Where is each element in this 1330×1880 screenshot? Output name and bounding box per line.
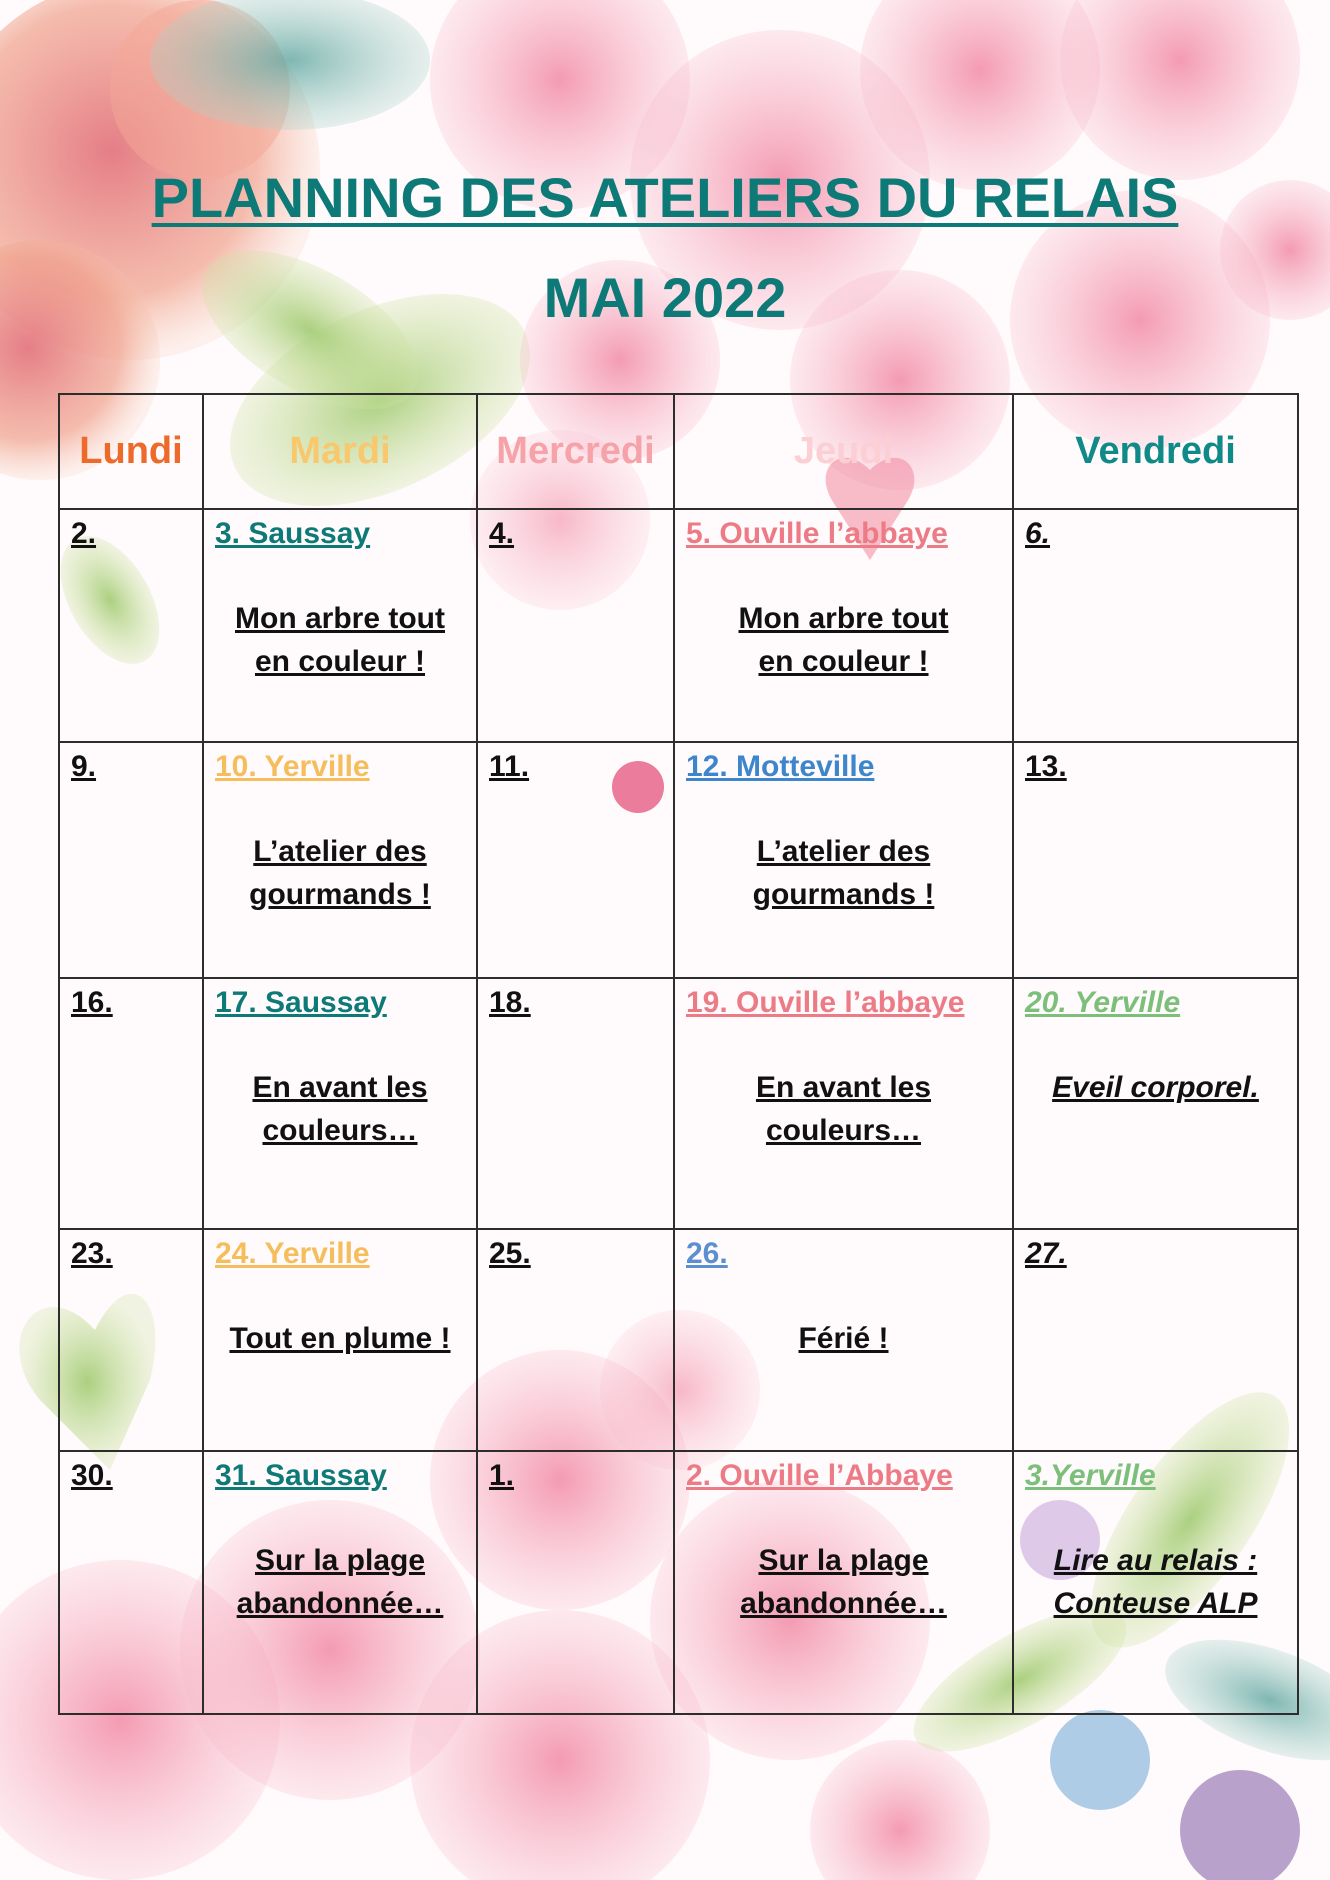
day-cell <box>203 509 477 742</box>
header-mardi: Mardi <box>203 394 477 509</box>
day-cell <box>203 1229 477 1451</box>
day-date: 12. Motteville <box>686 750 875 783</box>
activity-title: L’atelier des gourmands ! <box>752 835 935 911</box>
day-date: 13. <box>1025 750 1067 783</box>
activity-title: L’atelier des gourmands ! <box>249 835 431 911</box>
activity-title: Mon arbre tout en couleur ! <box>738 602 949 678</box>
workshop-calendar <box>58 393 1299 1715</box>
day-cell <box>1013 1229 1298 1451</box>
day-cell <box>674 509 1013 742</box>
weekday-header-row <box>59 394 1298 509</box>
day-cell <box>477 978 674 1229</box>
day-cell <box>59 1451 203 1714</box>
day-date: 20. Yerville <box>1025 986 1181 1019</box>
activity-title: Férié ! <box>798 1322 889 1355</box>
week-row <box>59 509 1298 742</box>
week-row <box>59 1229 1298 1451</box>
week-row <box>59 978 1298 1229</box>
activity-title: Tout en plume ! <box>229 1322 451 1355</box>
activity-title: En avant les couleurs… <box>755 1071 932 1147</box>
day-date: 30. <box>71 1459 113 1492</box>
day-date: 6. <box>1025 517 1051 550</box>
day-cell <box>203 978 477 1229</box>
week-row <box>59 1451 1298 1714</box>
day-cell <box>477 509 674 742</box>
day-date: 3. Saussay <box>215 517 371 550</box>
day-cell <box>1013 509 1298 742</box>
day-cell <box>59 742 203 978</box>
day-date: 31. Saussay <box>215 1459 387 1492</box>
week-row <box>59 742 1298 978</box>
day-cell <box>59 509 203 742</box>
activity-title: Lire au relais : Conteuse ALP <box>1053 1544 1258 1620</box>
day-cell <box>674 978 1013 1229</box>
day-cell <box>203 1451 477 1714</box>
day-cell <box>203 742 477 978</box>
day-date: 24. Yerville <box>215 1237 370 1270</box>
day-cell <box>477 1229 674 1451</box>
day-date: 4. <box>489 517 515 550</box>
day-cell <box>477 1451 674 1714</box>
day-cell <box>1013 1451 1298 1714</box>
activity-title: Mon arbre tout en couleur ! <box>235 602 445 678</box>
day-cell <box>1013 742 1298 978</box>
day-date: 1. <box>489 1459 515 1492</box>
day-cell <box>674 1229 1013 1451</box>
day-cell <box>674 1451 1013 1714</box>
day-date: 3.Yerville <box>1025 1459 1156 1492</box>
activity-title: Eveil corporel. <box>1052 1071 1259 1104</box>
activity-title: En avant les couleurs… <box>252 1071 428 1147</box>
activity-title: Sur la plage abandonnée… <box>740 1544 947 1620</box>
day-date: 23. <box>71 1237 113 1270</box>
day-date: 19. Ouville l’abbaye <box>686 986 965 1019</box>
day-cell <box>674 742 1013 978</box>
day-date: 2. Ouville l’Abbaye <box>686 1459 953 1492</box>
month-title: MAI 2022 <box>543 266 787 329</box>
header-jeudi: Jeudi <box>674 394 1013 509</box>
day-cell <box>1013 978 1298 1229</box>
day-date: 5. Ouville l’abbaye <box>686 517 948 550</box>
page-title: PLANNING DES ATELIERS DU RELAIS <box>151 166 1179 229</box>
day-date: 26. <box>686 1237 728 1270</box>
day-cell <box>477 742 674 978</box>
day-date: 11. <box>489 750 530 783</box>
day-date: 2. <box>71 517 97 550</box>
day-date: 9. <box>71 750 97 783</box>
activity-title: Sur la plage abandonnée… <box>236 1544 444 1620</box>
day-cell <box>59 978 203 1229</box>
day-date: 16. <box>71 986 113 1019</box>
day-date: 17. Saussay <box>215 986 387 1019</box>
day-date: 18. <box>489 986 531 1019</box>
day-date: 27. <box>1025 1237 1067 1270</box>
header-lundi: Lundi <box>59 394 203 509</box>
day-cell <box>59 1229 203 1451</box>
day-date: 25. <box>489 1237 531 1270</box>
header-vendredi: Vendredi <box>1013 394 1298 509</box>
day-date: 10. Yerville <box>215 750 370 783</box>
header-mercredi: Mercredi <box>477 394 674 509</box>
